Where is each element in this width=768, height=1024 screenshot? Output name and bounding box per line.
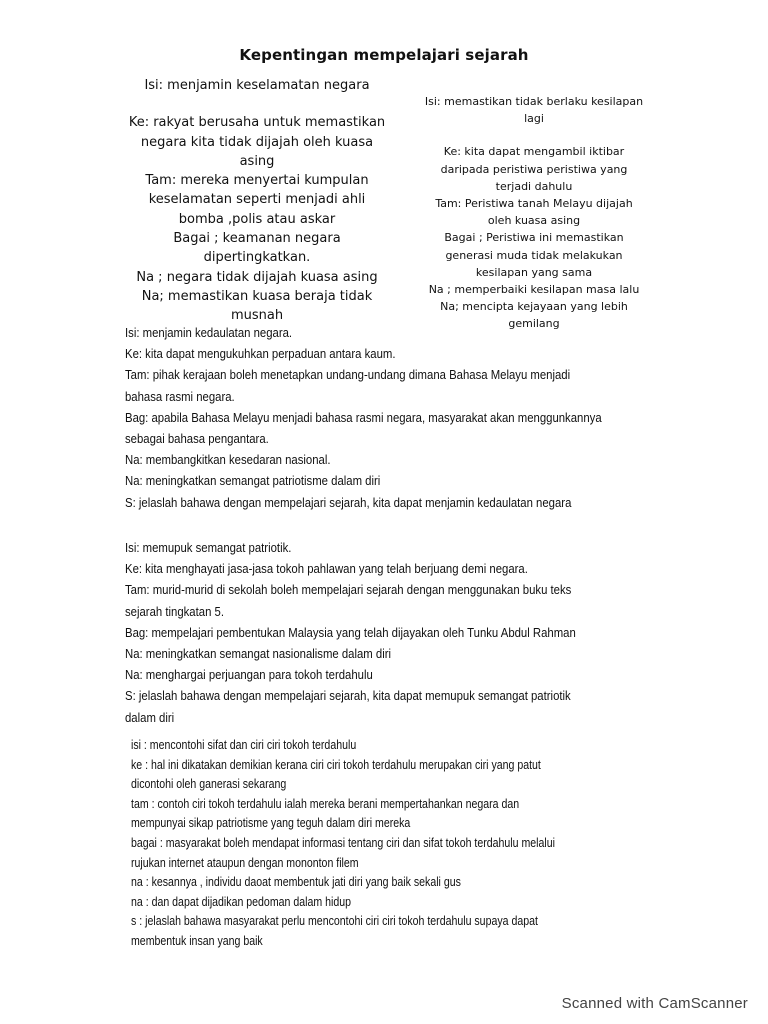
text-line: Tam: pihak kerajaan boleh menetapkan undang-undang dimana Bahasa Melayu menjadi [125, 367, 571, 383]
text-line: lagi [524, 112, 544, 126]
text-line: generasi muda tidak melakukan [445, 248, 623, 262]
text-line: rujukan internet ataupun dengan mononton filem [131, 855, 359, 870]
text-line: oleh kuasa asing [487, 214, 581, 228]
text-line: Na: meningkatkan semangat patriotisme dalam diri [125, 473, 381, 489]
spacer [112, 95, 402, 113]
block-tokoh [131, 736, 652, 952]
text-line: isi : mencontohi sifat dan ciri ciri tokoh terdahulu [131, 738, 357, 752]
text-line: bahasa rasmi negara. [125, 388, 235, 404]
text-line: terjadi dahulu [495, 179, 573, 193]
text-line: Ke: rakyat berusaha untuk memastikan [128, 115, 386, 131]
text-line: daripada peristiwa peristiwa yang [440, 162, 628, 176]
text-line: bagai : masyarakat boleh mendapat informasi tentang ciri dan sifat tokoh terdahulu melalui [131, 835, 555, 850]
text-line: sebagai bahasa pengantara. [125, 431, 269, 447]
text-line: dipertingkatkan. [203, 250, 311, 266]
page-title: Kepentingan mempelajari sejarah [239, 46, 529, 64]
text-line: gemilang [508, 317, 560, 331]
text-line: Ke: kita dapat mengukuhkan perpaduan antara kaum. [125, 346, 396, 362]
text-line: musnah [230, 308, 284, 324]
text-line: Bag: apabila Bahasa Melayu menjadi bahasa rasmi negara, masyarakat akan menggunkannya [125, 409, 602, 425]
text-line: dicontohi oleh ganerasi sekarang [131, 777, 287, 792]
text-line: membentuk insan yang baik [131, 933, 263, 948]
text-line: dalam diri [125, 709, 175, 725]
text-line: Tam: murid-murid di sekolah boleh mempelajari sejarah dengan menggunakan buku teks [125, 582, 572, 598]
text-line: Tam: Peristiwa tanah Melayu dijajah [435, 197, 633, 211]
text-line: Bagai ; Peristiwa ini memastikan [444, 231, 624, 245]
text-line: Bagai ; keamanan negara [173, 231, 341, 247]
text-line: Isi: memastikan tidak berlaku kesilapan [424, 95, 644, 108]
right-column [415, 93, 653, 333]
text-line: Na; memastikan kuasa beraja tidak [141, 288, 373, 304]
text-line: na : kesannya , individu daoat membentuk jati diri yang baik sekali gus [131, 875, 461, 890]
text-line: Ke: kita menghayati jasa-jasa tokoh pahlawan yang telah berjuang demi negara. [125, 561, 528, 577]
text-line: mempunyai sikap patriotisme yang teguh dalam diri mereka [131, 816, 411, 831]
text-line: Isi: menjamin keselamatan negara [144, 78, 370, 93]
block-kedaulatan [125, 322, 641, 513]
text-line: Isi: menjamin kedaulatan negara. [125, 325, 293, 340]
text-line: negara kita tidak dijajah oleh kuasa [140, 134, 374, 150]
text-line: kesilapan yang sama [475, 265, 593, 279]
text-line: Bag: mempelajari pembentukan Malaysia yang telah dijayakan oleh Tunku Abdul Rahman [125, 624, 576, 640]
text-line: Na: meningkatkan semangat nasionalisme dalam diri [125, 646, 392, 662]
text-line: Na ; negara tidak dijajah kuasa asing [136, 269, 378, 285]
text-line: asing [239, 153, 275, 169]
text-line: keselamatan seperti menjadi ahli [148, 192, 366, 208]
text-line: sejarah tingkatan 5. [125, 603, 224, 619]
text-line: Na: menghargai perjuangan para tokoh terdahulu [125, 667, 373, 683]
text-line: s : jelaslah bahawa masyarakat perlu mencontohi ciri ciri tokoh terdahulu supaya dapat [131, 914, 538, 929]
text-line: ke : hal ini dikatakan demikian kerana ciri ciri tokoh terdahulu merupakan ciri yang patut [131, 757, 541, 772]
text-line: S: jelaslah bahawa dengan mempelajari sejarah, kita dapat memupuk semangat patriotik [125, 688, 571, 704]
text-line: Tam: mereka menyertai kumpulan [145, 173, 369, 189]
text-line: bomba ,polis atau askar [178, 211, 336, 227]
block-patriotik [125, 537, 641, 728]
left-column [112, 76, 402, 326]
text-line: Ke: kita dapat mengambil iktibar [443, 145, 625, 159]
spacer [415, 127, 653, 143]
text-line: Isi: memupuk semangat patriotik. [125, 540, 292, 555]
text-line: Na ; memperbaiki kesilapan masa lalu [428, 283, 640, 297]
text-line: na : dan dapat dijadikan pedoman dalam hidup [131, 894, 351, 909]
text-line: S: jelaslah bahawa dengan mempelajari sejarah, kita dapat menjamin kedaulatan negara [125, 494, 572, 510]
text-line: Na: membangkitkan kesedaran nasional. [125, 452, 331, 468]
scanner-watermark: Scanned with CamScanner [561, 995, 748, 1012]
text-line: tam : contoh ciri tokoh terdahulu ialah mereka berani mempertahankan negara dan [131, 796, 520, 811]
text-line: Na; mencipta kejayaan yang lebih [440, 300, 628, 314]
